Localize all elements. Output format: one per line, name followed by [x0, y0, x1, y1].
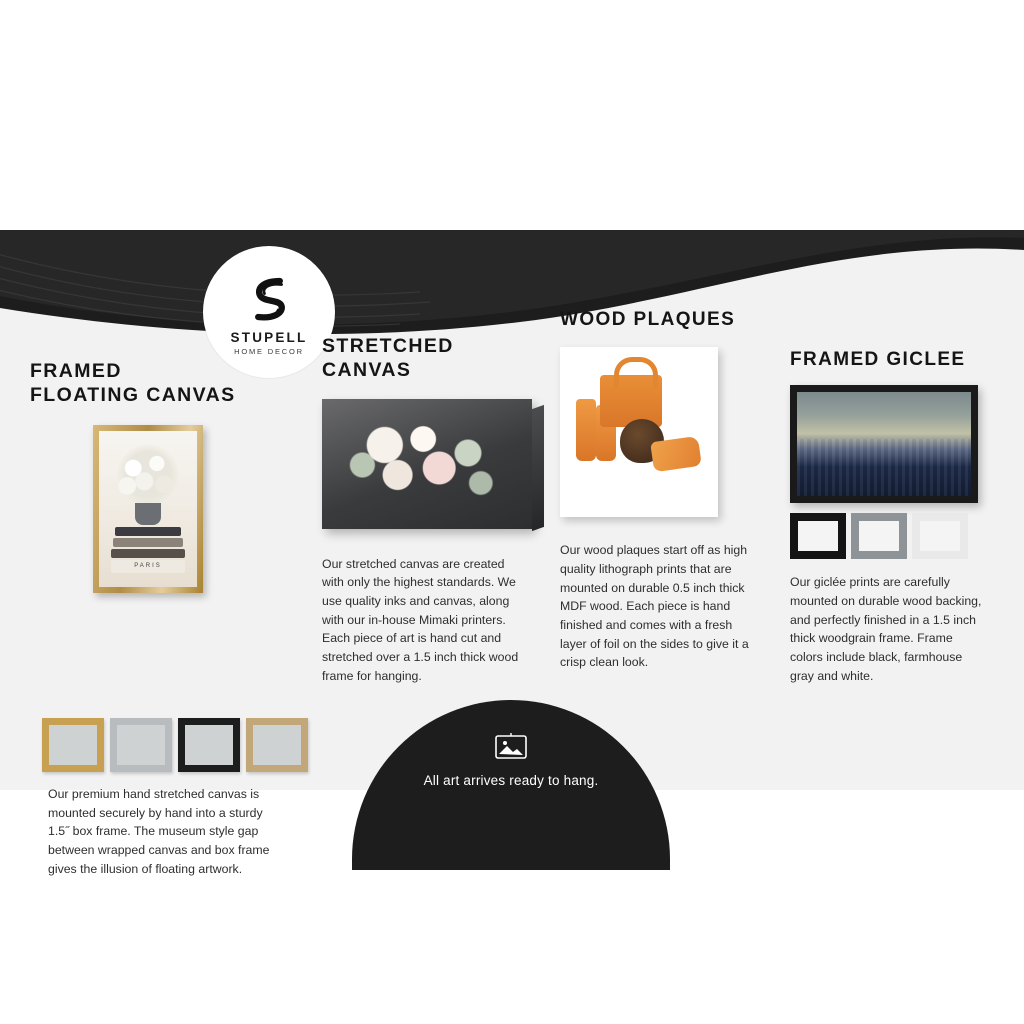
white-roses-graphic	[340, 413, 500, 513]
brand-logo	[203, 246, 335, 378]
section-description: Our stretched canvas are created with only the highest standards. We use quality inks and canvas, along with our in-house Mimaki printers. Each piece of art is hand cut and stretched over a 1.5 inch thick wood frame for hanging.	[322, 556, 519, 683]
book-stack-graphic	[111, 527, 185, 573]
artwork-book-label: PARIS	[111, 560, 185, 573]
artwork-canvas	[99, 431, 197, 587]
brand-tagline: HOME DECOR	[234, 347, 304, 356]
frame-color-swatches	[42, 718, 308, 772]
wood-frame-swatch[interactable]	[246, 718, 308, 772]
section-title-line1: STRETCHED	[322, 335, 454, 357]
silver-frame-swatch[interactable]	[110, 718, 172, 772]
gold-frame-swatch[interactable]	[42, 718, 104, 772]
giclee-frame-color-swatches	[790, 513, 995, 559]
orange-handbag-graphic	[600, 375, 662, 427]
section-title	[560, 308, 770, 331]
gray-frame-swatch[interactable]	[851, 513, 907, 559]
orange-scarf-graphic	[650, 436, 702, 472]
white-frame-swatch[interactable]	[912, 513, 968, 559]
section-framed-giclee	[790, 348, 995, 685]
gold-floating-frame	[93, 425, 203, 593]
section-title-line1: FRAMED	[30, 360, 122, 382]
section-title	[322, 335, 542, 383]
framed-giclee-artwork	[790, 385, 978, 503]
stretched-canvas-artwork	[322, 399, 532, 529]
section-framed-floating-canvas	[30, 360, 280, 876]
section-title-line2: FLOATING CANVAS	[30, 383, 236, 406]
section-stretched-canvas	[322, 335, 542, 685]
section-title-line1: WOOD PLAQUES	[560, 309, 736, 330]
product-types-panel	[0, 230, 1024, 876]
brand-name: STUPELL	[230, 330, 308, 345]
header-wave-band	[0, 230, 1024, 350]
vase-graphic	[135, 503, 161, 525]
stupell-swirl-logo-icon	[242, 272, 296, 326]
section-title-line2: CANVAS	[322, 358, 412, 381]
section-wood-plaques	[560, 308, 770, 672]
black-frame-swatch[interactable]	[790, 513, 846, 559]
section-description: Our giclée prints are carefully mounted on durable wood backing, and perfectly finished in a 1.5 inch thick woodgrain frame. Frame colors include black, farmhouse gray and white.	[790, 575, 982, 683]
section-title	[790, 348, 995, 371]
section-description: Our premium hand stretched canvas is mounted securely by hand into a sturdy 1.5˝ box frame. The museum style gap between wrapped canvas and box frame gives the illusion of floating artwork.	[48, 787, 270, 876]
ready-to-hang-banner	[352, 700, 670, 870]
section-title	[30, 360, 280, 408]
section-description: Our wood plaques start off as high quality lithograph prints that are mounted on durable 0.5 inch thick MDF wood. Each piece is hand finished and comes with a fresh layer of foil on the sides to give it a crisp clean look.	[560, 543, 749, 670]
section-title-line1: FRAMED GICLEE	[790, 349, 966, 370]
framed-floating-canvas-artwork	[30, 422, 280, 602]
ready-to-hang-text: All art arrives ready to hang.	[423, 773, 599, 788]
hydrangea-bouquet-graphic	[111, 445, 185, 511]
wood-plaque-artwork	[560, 347, 718, 517]
orange-boot-graphic	[576, 399, 596, 461]
framed-picture-icon	[352, 732, 670, 765]
black-frame-swatch[interactable]	[178, 718, 240, 772]
abstract-landscape-graphic	[797, 392, 971, 496]
